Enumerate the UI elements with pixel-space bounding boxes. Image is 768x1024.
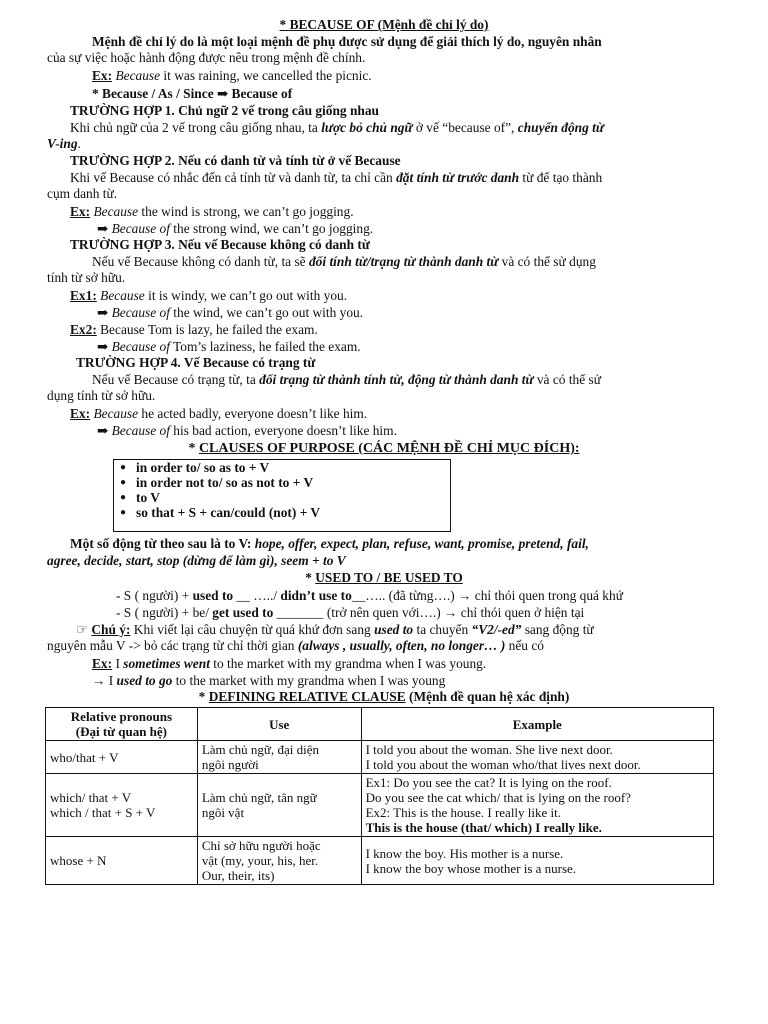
pronoun-cell: who/that + V [46,741,198,774]
table-row [46,837,714,885]
purpose-item: ● in order to/ so as to + V [114,460,450,475]
pointing-hand-icon: ☞ [76,622,89,637]
purpose-item: ● in order not to/ so as not to + V [114,475,450,490]
because-rule: * Because / As / Since ➡ Because of [92,86,293,101]
case3-answer2: ➡ Because of Tom’s laziness, he failed the exam. [97,339,361,354]
purpose-item: ● to V [114,490,450,505]
used-to-answer: → I used to go to the market with my grandma when I was young [92,673,446,688]
case3-example2: Ex2: Because Tom is lazy, he failed the exam. [70,322,318,337]
purpose-list-box [113,459,451,532]
case3-example1: Ex1: Because it is windy, we can’t go out with you. [70,288,348,303]
header-use: Use [197,708,361,741]
table-header-row [46,708,714,741]
header-example: Example [361,708,713,741]
relative-table [45,707,714,885]
use-cell: Làm chủ ngữ, tân ngữ ngôi vật [197,774,361,837]
case4-text-2: dụng tính từ sở hữu. [47,388,156,403]
because-intro-line2: của sự việc hoặc hành động được nêu trong mệnh đề chính. [47,50,366,65]
used-to-note: ☞ Chú ý: Khi viết lại câu chuyện từ quá khứ đơn sang used to ta chuyển “V2/-ed” sang động từ [76,622,594,637]
case1-title: TRƯỜNG HỢP 1. Chủ ngữ 2 vế trong câu giống nhau [70,103,380,118]
case4-answer: ➡ Because of his bad action, everyone doesn’t like him. [97,423,397,438]
used-to-title: * USED TO / BE USED TO [305,570,463,585]
case3-title: TRƯỜNG HỢP 3. Nếu vế Because không có danh từ [70,237,370,252]
use-cell: Làm chủ ngữ, đại diện ngôi người [197,741,361,774]
purpose-title: * CLAUSES OF PURPOSE (CÁC MỆNH ĐỀ CHỈ MỤC ĐÍCH): [188,441,580,456]
because-title: * BECAUSE OF (Mệnh đề chỉ lý do) [279,17,489,32]
used-to-example: Ex: I sometimes went to the market with my grandma when I was young. [92,656,487,671]
case1-text-2: V-ing. [47,136,81,151]
case3-text: Nếu vế Because không có danh từ, ta sẽ đổi tính từ/trạng từ thành danh từ và có thể sử dụng [92,254,596,269]
case2-answer: ➡ Because of the strong wind, we can’t go jogging. [97,221,374,236]
relative-title: * DEFINING RELATIVE CLAUSE (Mệnh đề quan hệ xác định) [198,689,570,704]
because-example: Ex: Because it was raining, we cancelled the picnic. [92,68,372,83]
header-pronouns: Relative pronouns (Đại từ quan hệ) [46,708,198,741]
pronoun-cell: which/ that + V which / that + S + V [46,774,198,837]
purpose-item: ● so that + S + can/could (not) + V [114,505,450,520]
case2-text: Khi vế Because có nhắc đến cả tính từ và danh từ, ta chỉ cần đặt tính từ trước danh từ để tạo thành [70,170,603,185]
case4-text: Nếu vế Because có trạng từ, ta đổi trạng từ thành tính từ, động từ thành danh từ và có thể sử [92,372,601,387]
example-cell: I told you about the woman. She live next door. I told you about the woman who/that lives next door. [361,741,713,774]
table-row [46,774,714,837]
pronoun-cell: whose + N [46,837,198,885]
case3-answer1: ➡ Because of the wind, we can’t go out with you. [97,305,364,320]
case2-title: TRƯỜNG HỢP 2. Nếu có danh từ và tính từ ở vế Because [70,153,401,168]
case4-example: Ex: Because he acted badly, everyone doesn’t like him. [70,406,368,421]
case2-text-2: cụm danh từ. [47,186,118,201]
table-row [46,741,714,774]
example-cell: I know the boy. His mother is a nurse. I know the boy whose mother is a nurse. [361,837,713,885]
case1-text: Khi chủ ngữ của 2 vế trong câu giống nhau, ta lược bỏ chủ ngữ ở vế “because of”, chuyển động từ [70,120,604,135]
case2-example: Ex: Because the wind is strong, we can’t go jogging. [70,204,354,219]
used-to-note-2: nguyên mẫu V -> bỏ các trạng từ chỉ thời gian (always , usually, often, no longer… ) nếu có [47,638,544,653]
purpose-verbs-2: agree, decide, start, stop (dừng để làm gì), seem + to V [47,553,346,568]
purpose-verbs: Một số động từ theo sau là to V: hope, offer, expect, plan, refuse, want, promise, pretend, fail, [70,536,589,551]
example-cell: Ex1: Do you see the cat? It is lying on the roof. Do you see the cat which/ that is lying on the roof? Ex2: This is the house. I really like it. This is the house (that/ which) I really like. [361,774,713,837]
used-to-line2: - S ( người) + be/ get used to _______ (trở nên quen với….) → chỉ thói quen ở hiện tại [116,605,585,620]
used-to-line1: - S ( người) + used to __ …../ didn’t use to__….. (đã từng….) → chỉ thói quen trong quá khứ [116,588,623,603]
use-cell: Chỉ sở hữu người hoặc vật (my, your, his, her. Our, their, its) [197,837,361,885]
because-intro-line1: Mệnh đề chỉ lý do là một loại mệnh đề phụ được sử dụng để giải thích lý do, nguyên nhân [92,34,602,49]
case3-text-2: tính từ sở hữu. [47,270,126,285]
case4-title: TRƯỜNG HỢP 4. Vế Because có trạng từ [76,355,316,370]
